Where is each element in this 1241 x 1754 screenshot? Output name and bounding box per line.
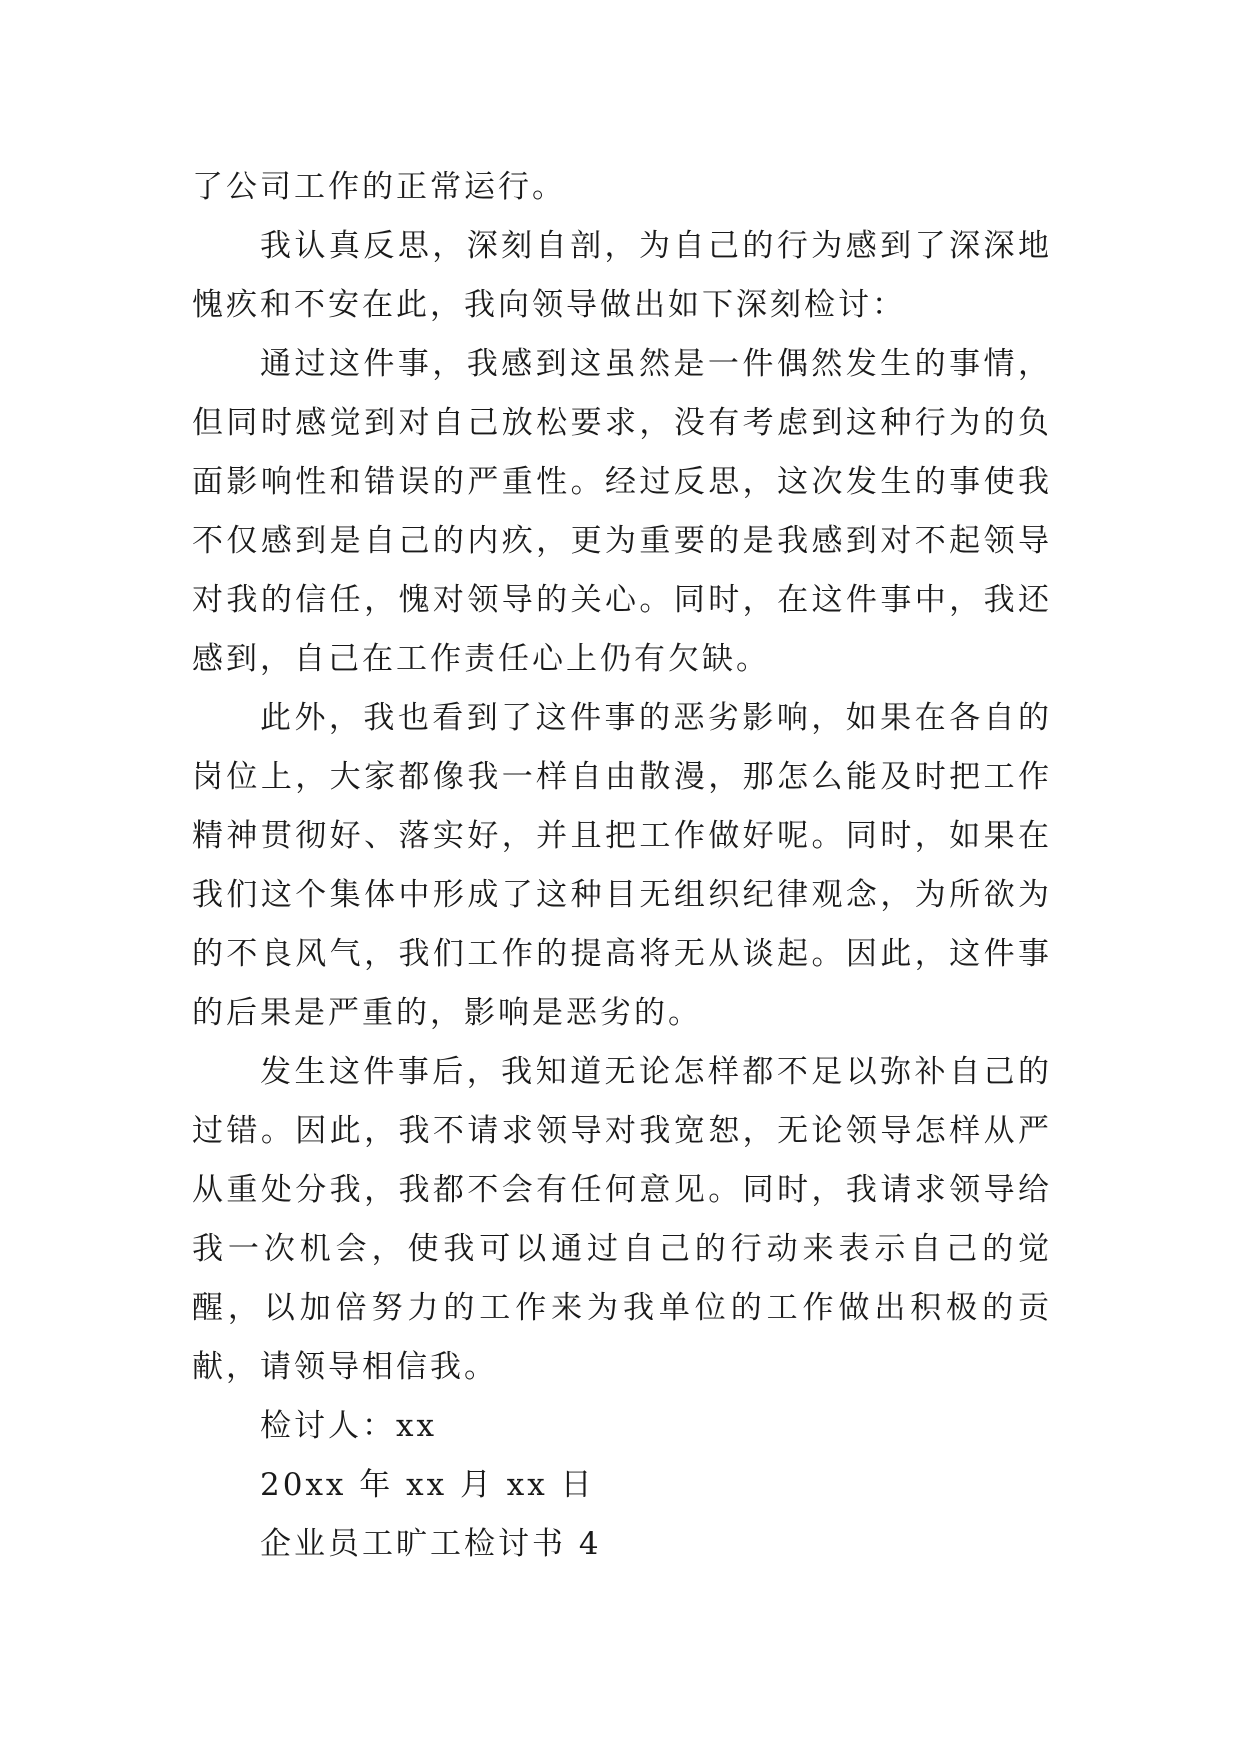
document-body — [192, 158, 1052, 1574]
paragraph-request: 发生这件事后，我知道无论怎样都不足以弥补自己的过错。因此，我不请求领导对我宽恕，无论领导怎样从严从重处分我，我都不会有任何意见。同时，我请求领导给我一次机会，使我可以通过自己的行动来表示自己的觉醒，以加倍努力的工作来为我单位的工作做出积极的贡献，请领导相信我。 — [192, 1054, 1052, 1385]
paragraph-realization: 通过这件事，我感到这虽然是一件偶然发生的事情，但同时感觉到对自己放松要求，没有考虑到这种行为的负面影响性和错误的严重性。经过反思，这次发生的事使我不仅感到是自己的内疚，更为重要的是我感到对不起领导对我的信任，愧对领导的关心。同时，在这件事中，我还感到，自己在工作责任心上仍有欠缺。 — [192, 346, 1052, 677]
date-line: 20xx 年 xx 月 xx 日 — [260, 1467, 595, 1503]
paragraph-consequences: 此外，我也看到了这件事的恶劣影响，如果在各自的岗位上，大家都像我一样自由散漫，那怎么能及时把工作精神贯彻好、落实好，并且把工作做好呢。同时，如果在我们这个集体中形成了这种目无组织纪律观念，为所欲为的不良风气，我们工作的提高将无从谈起。因此，这件事的后果是严重的，影响是恶劣的。 — [192, 700, 1052, 1031]
signer-line: 检讨人：xx — [260, 1408, 437, 1444]
paragraph-reflection: 我认真反思，深刻自剖，为自己的行为感到了深深地愧疚和不安在此，我向领导做出如下深刻检讨： — [192, 228, 1052, 323]
paragraph-continuation: 了公司工作的正常运行。 — [192, 169, 566, 205]
next-section-title: 企业员工旷工检讨书 4 — [260, 1526, 602, 1562]
